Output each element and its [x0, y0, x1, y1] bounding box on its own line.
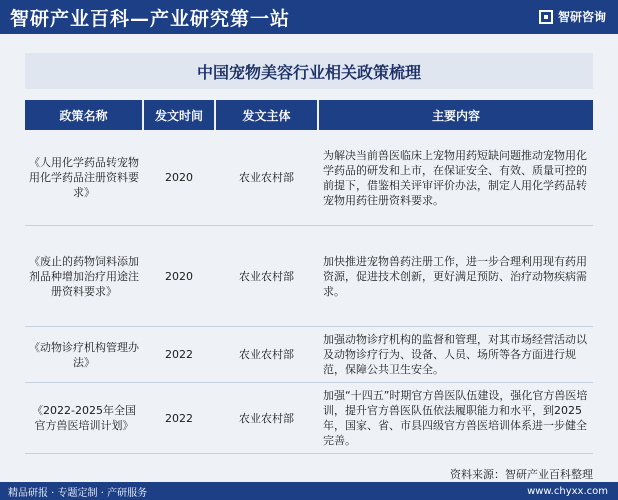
footer-website-link[interactable]: www.chyxx.com — [527, 485, 608, 497]
brand-logo[interactable] — [539, 8, 606, 25]
policy-name-cell: 《废止的药物饲料添加剂品种增加治疗用途注册资料要求》 — [25, 226, 143, 327]
column-header-policy-name: 政策名称 — [25, 100, 143, 130]
site-header — [0, 0, 618, 34]
main-content-cell: 为解决当前兽医临床上宠物用药短缺问题推动宠物用化学药品的研发和上市，在保证安全、有效、质量可控的前提下，借鉴相关评审评价办法，制定人用化学药品转宠物用药往册资料要求。 — [318, 130, 593, 226]
brand-logo-icon — [539, 10, 553, 24]
issuer-cell: 农业农村部 — [215, 226, 318, 327]
main-content-cell: 加强动物诊疗机构的监督和管理，对其市场经营活动以及动物诊疗行为、设备、人员、场所等各方面进行规范，保障公共卫生安全。 — [318, 327, 593, 383]
issue-year-cell: 2022 — [143, 383, 215, 454]
issuer-cell: 农业农村部 — [215, 383, 318, 454]
table-row — [25, 130, 593, 226]
brand-name: 智研咨询 — [557, 10, 606, 24]
table-row — [25, 226, 593, 327]
issue-year-cell: 2020 — [143, 130, 215, 226]
policy-table — [25, 100, 593, 454]
table-header-row — [25, 100, 593, 130]
policy-name-cell: 《2022-2025年全国官方兽医培训计划》 — [25, 383, 143, 454]
issue-year-cell: 2020 — [143, 226, 215, 327]
policy-name-cell: 《动物诊疗机构管理办法》 — [25, 327, 143, 383]
site-footer — [0, 482, 618, 500]
site-title: 智研产业百科—产业研究第一站 — [10, 7, 291, 30]
column-header-issue-date: 发文时间 — [143, 100, 215, 130]
issue-year-cell: 2022 — [143, 327, 215, 383]
source-note: 资料来源：智研产业百科整理 — [450, 468, 593, 481]
issuer-cell: 农业农村部 — [215, 130, 318, 226]
footer-services: 精品研报 · 专题定制 · 产研服务 — [8, 487, 148, 499]
table-row — [25, 383, 593, 454]
policy-name-cell: 《人用化学药品转宠物用化学药品注册资料要求》 — [25, 130, 143, 226]
issuer-cell: 农业农村部 — [215, 327, 318, 383]
main-content-cell: 加强“十四五”时期官方兽医队伍建设，强化官方兽医培训，提升官方兽医队伍依法履职能力和水平，到2025年，国家、省、市县四级官方兽医培训体系进一步健全完善。 — [318, 383, 593, 454]
table-title: 中国宠物美容行业相关政策梳理 — [25, 53, 593, 89]
column-header-main-content: 主要内容 — [318, 100, 593, 130]
main-content-cell: 加快推进宠物兽药注册工作，进一步合理利用现有药用资源，促进技术创新，更好满足预防、治疗动物疾病需求。 — [318, 226, 593, 327]
table-row — [25, 327, 593, 383]
column-header-issuer: 发文主体 — [215, 100, 318, 130]
